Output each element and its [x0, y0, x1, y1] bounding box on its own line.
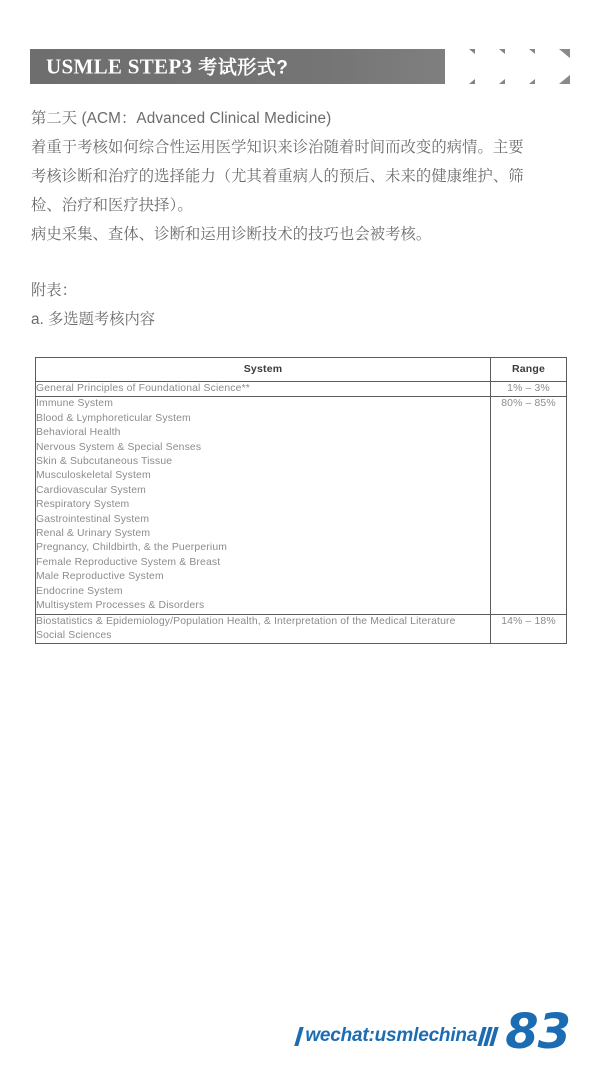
wechat-handle-text: wechat:usmlechina: [305, 1025, 478, 1046]
list-item: Pregnancy, Childbirth, & the Puerperium: [36, 542, 228, 554]
table-header-row: [36, 358, 567, 382]
range-cell: 1% – 3%: [491, 382, 567, 397]
attachment-label: 附表：: [31, 282, 77, 299]
list-item: Nervous System & Special Senses: [36, 441, 202, 453]
page-title-chinese: 考试形式?: [198, 57, 289, 78]
range-cell: 80% – 85%: [491, 397, 567, 614]
table-row: [36, 382, 567, 397]
body-paragraph: [31, 104, 571, 249]
list-item: Social Sciences: [36, 629, 112, 641]
list-item: Immune System: [36, 398, 114, 410]
list-item: Endocrine System: [36, 585, 123, 597]
system-list: [36, 615, 490, 644]
system-cell: [36, 382, 491, 397]
exam-content-table: [35, 357, 567, 644]
paragraph-line: 考核诊断和治疗的选择能力（尤其着重病人的预后、未来的健康维护、筛: [31, 168, 524, 185]
system-cell: [36, 614, 491, 644]
page-title-english: USMLE STEP3: [46, 54, 193, 78]
list-item: Musculoskeletal System: [36, 470, 151, 482]
list-item: Biostatistics & Epidemiology/Population Health, & Interpretation of the Medical Literature: [36, 615, 456, 627]
list-item: Gastrointestinal System: [36, 513, 150, 525]
chevron-arrows-icon: [445, 49, 570, 84]
list-item: Respiratory System: [36, 499, 130, 511]
attachment-section: [31, 276, 571, 334]
list-item: Cardiovascular System: [36, 484, 146, 496]
paragraph-line: 病史采集、查体、诊断和运用诊断技术的技巧也会被考核。: [31, 226, 432, 243]
column-header-system: System: [36, 358, 491, 382]
list-item: Male Reproductive System: [36, 571, 164, 583]
paragraph-line: 检、治疗和医疗抉择）。: [31, 197, 193, 214]
list-item: Blood & Lymphoreticular System: [36, 412, 191, 424]
page-title: [46, 56, 288, 77]
paragraph-line: 着重于考核如何综合性运用医学知识来诊治随着时间而改变的病情。主要: [31, 139, 524, 156]
system-cell: [36, 397, 491, 614]
list-item: Behavioral Health: [36, 427, 121, 439]
list-item: Renal & Urinary System: [36, 528, 151, 540]
column-header-range: Range: [491, 358, 567, 382]
system-list: [36, 382, 490, 396]
wechat-handle: [297, 1025, 498, 1053]
table-row: [36, 614, 567, 644]
page-footer: [0, 993, 600, 1060]
list-item: Multisystem Processes & Disorders: [36, 600, 205, 612]
attachment-item: a. 多选题考核内容: [31, 311, 156, 328]
system-list: [36, 397, 490, 613]
list-item: Female Reproductive System & Breast: [36, 556, 221, 568]
paragraph-line: 第二天 (ACM：Advanced Clinical Medicine): [31, 110, 332, 127]
page-number: 83: [505, 1003, 570, 1060]
range-cell: 14% – 18%: [491, 614, 567, 644]
list-item: General Principles of Foundational Science**: [36, 383, 250, 394]
slash-mark-icon: [297, 1027, 305, 1046]
section-header-banner: [30, 49, 570, 84]
table-row: [36, 397, 567, 614]
slash-marks-icon: [480, 1027, 498, 1046]
list-item: Skin & Subcutaneous Tissue: [36, 456, 173, 468]
